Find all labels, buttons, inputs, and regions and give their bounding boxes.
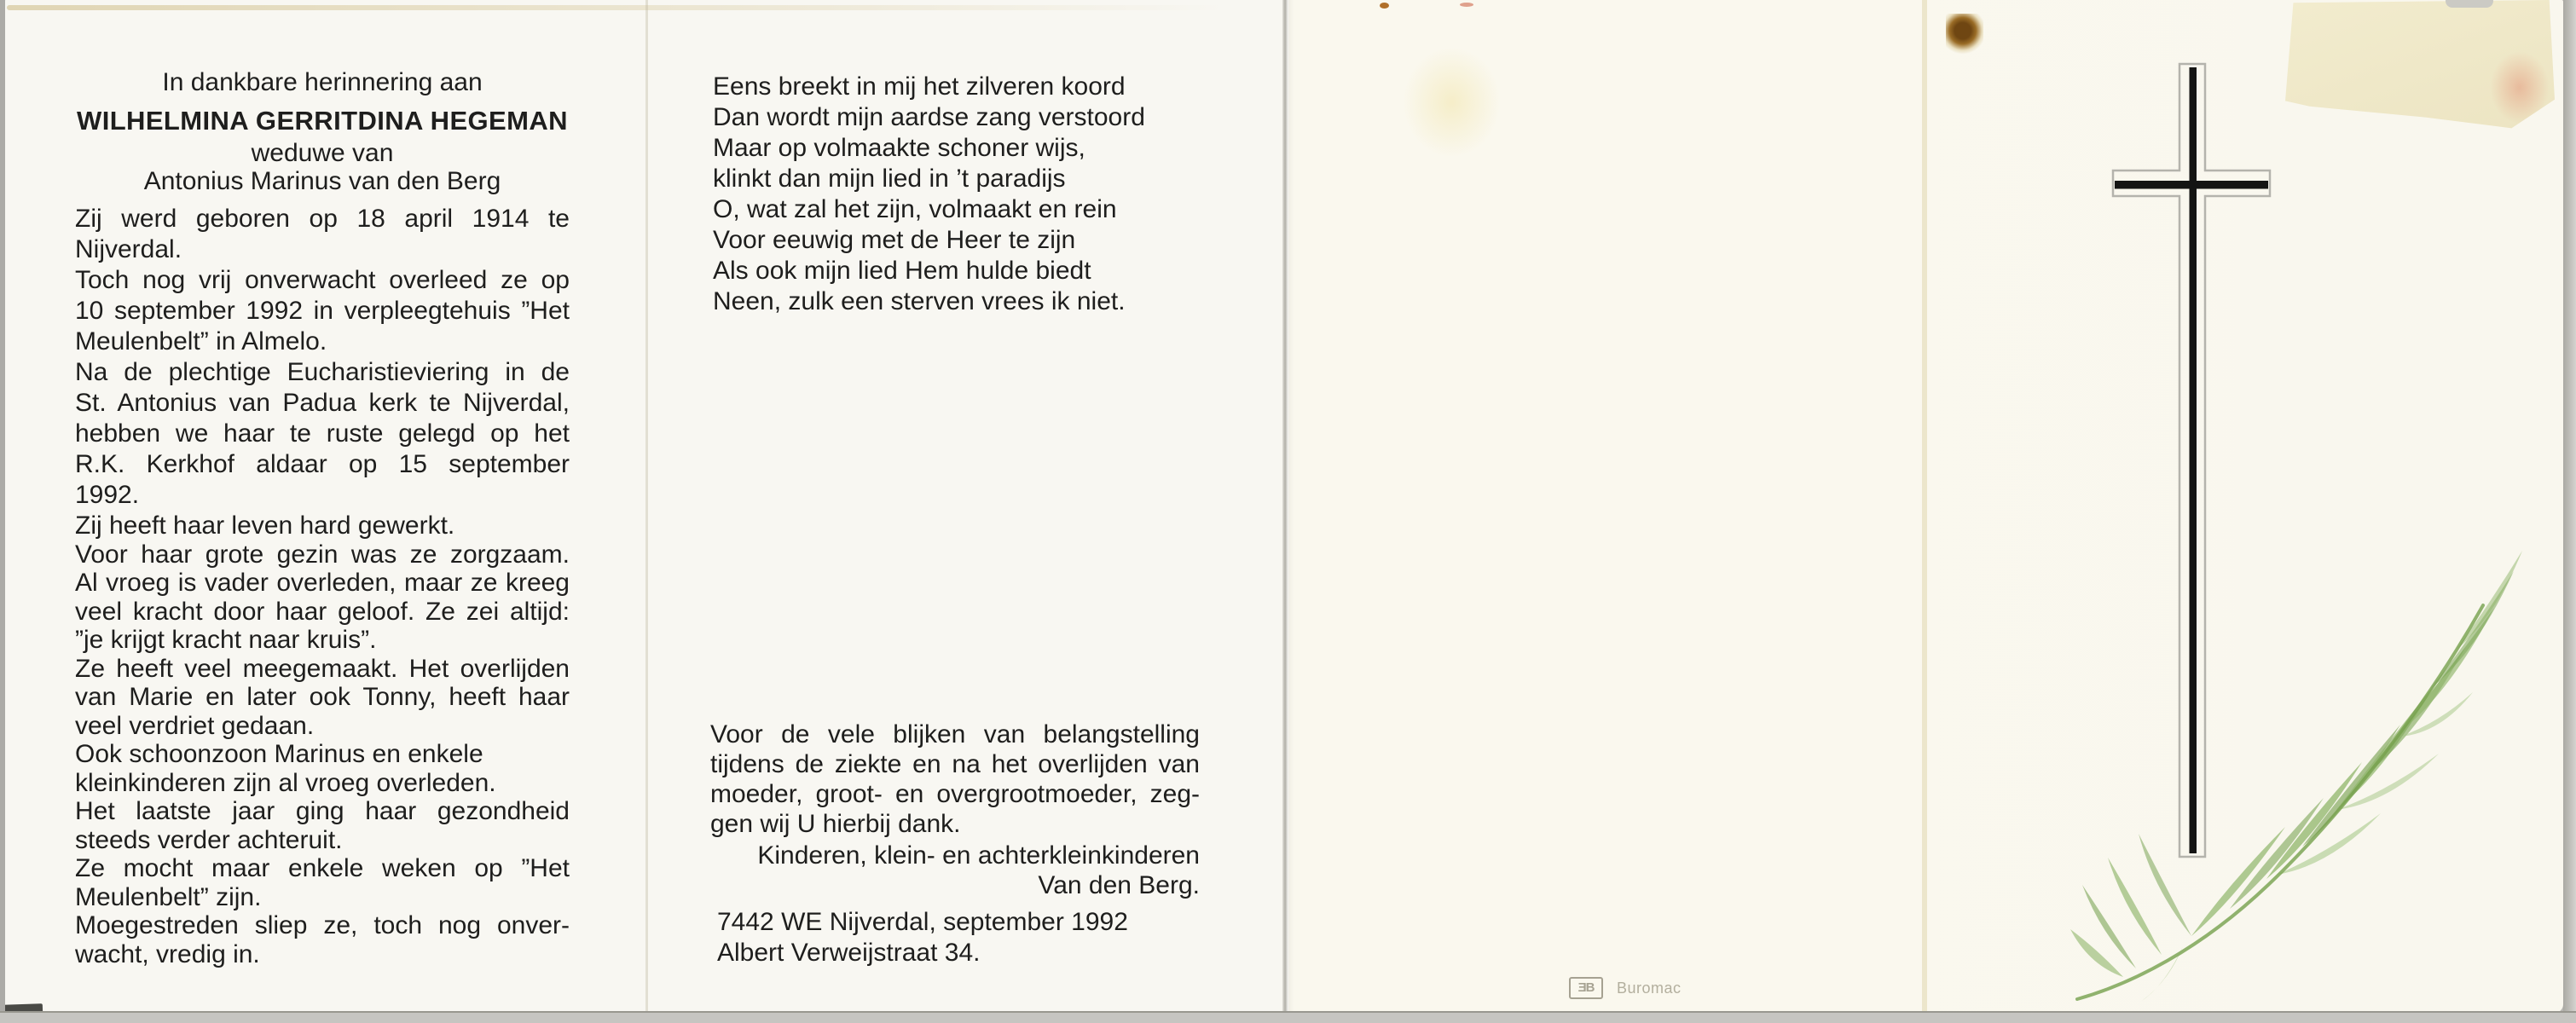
- stain-mark: [1946, 14, 1983, 55]
- acknowledgement-line: gen wij U hierbij dank.: [710, 810, 961, 838]
- bio-line: Meulenbelt” in Almelo.: [75, 327, 327, 355]
- bio-line: St. Antonius van Padua kerk te Nijverdal,: [75, 389, 570, 417]
- scanner-background: [0, 1011, 2576, 1023]
- card-edge-line: [1282, 0, 1288, 1013]
- poem-line: Als ook mijn lied Hem hulde biedt: [713, 257, 1091, 285]
- acknowledgement-line: tijdens de ziekte en na het overlijden van: [710, 750, 1200, 778]
- bio-line: Meulenbelt” zijn.: [75, 882, 262, 911]
- signature-line: Kinderen, klein- en achterkleinkinderen: [757, 841, 1200, 870]
- paper-discoloration: [1403, 47, 1501, 158]
- top-fold-crease: [7, 5, 1226, 10]
- bio-line: steeds verder achteruit.: [75, 825, 343, 854]
- bio-line: Na de plechtige Eucharistieviering in de: [75, 358, 570, 386]
- dust-speck: [1460, 3, 1473, 7]
- deceased-name: WILHELMINA GERRITDINA HEGEMAN: [77, 106, 568, 136]
- spouse-name: Antonius Marinus van den Berg: [143, 167, 501, 195]
- poem-line: Maar op volmaakte schoner wijs,: [713, 134, 1085, 162]
- acknowledgement: [710, 720, 1200, 839]
- street-line: Albert Verweijstraat 34.: [717, 939, 981, 967]
- printer-brand: Buromac: [1617, 979, 1682, 997]
- dust-speck: [1380, 3, 1389, 9]
- poem-line: klinkt dan mijn lied in ’t paradijs: [713, 165, 1066, 193]
- widow-of-line: weduwe van: [251, 139, 394, 167]
- family-name-line: Van den Berg.: [1038, 871, 1200, 899]
- signature-block: [710, 841, 1200, 900]
- poem-line: Dan wordt mijn aardse zang verstoord: [713, 103, 1145, 131]
- poem-line: O, wat zal het zijn, volmaakt en rein: [713, 195, 1117, 223]
- postal-code-city-line: 7442 WE Nijverdal, september 1992: [717, 908, 1128, 936]
- bio-line: Voor haar grote gezin was ze zorgzaam.: [75, 540, 570, 569]
- bio-line: wacht, vredig in.: [75, 939, 260, 968]
- address-block: [717, 907, 1207, 968]
- bio-line: hebben we haar te ruste gelegd op het: [75, 419, 570, 448]
- bio-line: Ze heeft veel meegemaakt. Het overlijden: [75, 654, 570, 683]
- bio-line: Al vroeg is vader overleden, maar ze kreeg: [75, 569, 570, 597]
- palm-branch-illustration: [2064, 510, 2541, 1006]
- biography-paragraph-1: [75, 204, 570, 511]
- poem-line: Neen, zulk een sterven vrees ik niet.: [713, 287, 1126, 315]
- bio-line: Ze mocht maar enkele weken op ”Het: [75, 854, 570, 882]
- bio-line: veel verdriet gedaan.: [75, 711, 315, 740]
- poem-line: Voor eeuwig met de Heer te zijn: [713, 226, 1076, 254]
- bio-line: ”je krijgt kracht naar kruis”.: [75, 626, 377, 654]
- bio-line: kleinkinderen zijn al vroeg overleden.: [75, 768, 496, 797]
- bio-line: Moegestreden sliep ze, toch nog onver-: [75, 911, 570, 939]
- bio-line: Toch nog vrij onverwacht overleed ze op: [75, 266, 570, 294]
- torn-edge-notch: [2446, 0, 2493, 8]
- bio-line: Nijverdal.: [75, 235, 182, 263]
- poem-line: Eens breekt in mij het zilveren koord: [713, 72, 1126, 101]
- bio-line: 10 september 1992 in verpleegtehuis ”Het: [75, 297, 570, 325]
- bio-line: Het laatste jaar ging haar gezondheid: [75, 797, 570, 825]
- bio-line: van Marie en later ook Tonny, heeft haar: [75, 683, 570, 711]
- bio-line: Zij werd geboren op 18 april 1914 te: [75, 205, 570, 233]
- printer-logo-icon: ƎB: [1569, 977, 1603, 999]
- right-fold-crease: [1922, 0, 1927, 1013]
- acknowledgement-line: moeder, groot- en overgrootmoeder, zeg-: [710, 780, 1200, 808]
- scanner-background: [2563, 0, 2576, 1023]
- biography-paragraph-2: [75, 512, 570, 968]
- poem: [713, 72, 1207, 317]
- scanner-background: [0, 0, 5, 1016]
- bio-line: Zij heeft haar leven hard gewerkt.: [75, 512, 455, 540]
- intro-line: In dankbare herinnering aan: [162, 68, 483, 96]
- bio-line: R.K. Kerkhof aldaar op 15 september: [75, 450, 570, 478]
- printer-mark: [1569, 977, 1682, 999]
- bio-line: 1992.: [75, 481, 140, 509]
- bio-line: veel kracht door haar geloof. Ze zei altijd:: [75, 597, 570, 626]
- acknowledgement-line: Voor de vele blijken van belangstelling: [710, 720, 1200, 748]
- left-fold-crease: [645, 0, 648, 1013]
- bio-line: Ook schoonzoon Marinus en enkele: [75, 740, 483, 768]
